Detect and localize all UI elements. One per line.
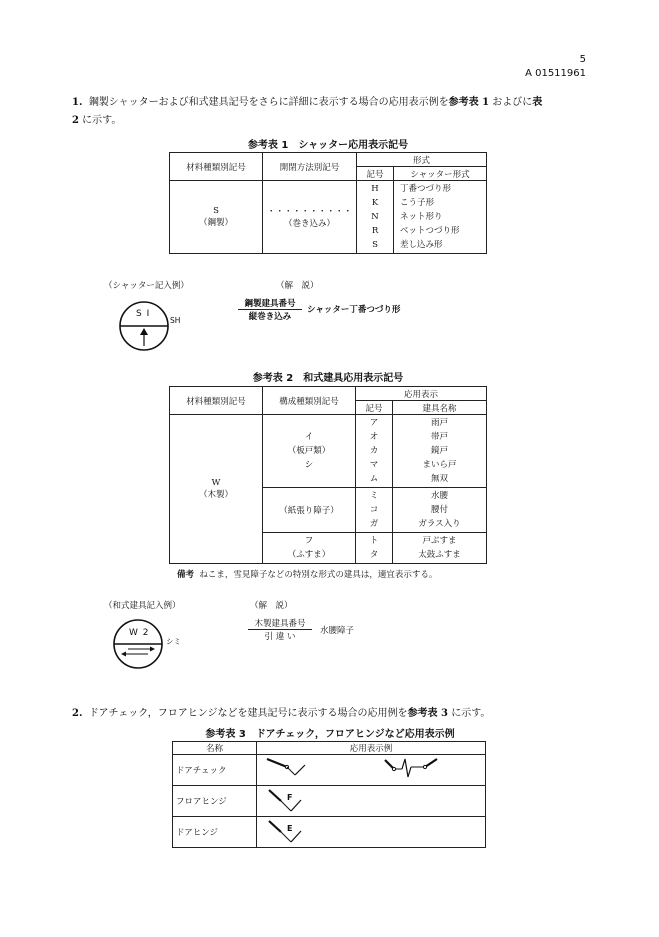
table-2 (169, 386, 487, 564)
table-2-note (177, 568, 437, 580)
table-2-name: 戸ぶすま (422, 536, 457, 546)
table-3-row-name: フロアヒンジ (173, 786, 257, 817)
paragraph-2-number: 2. (72, 708, 83, 719)
table-2-name: 帯戸 (430, 432, 448, 442)
example-2-explain: （解 説） (250, 601, 293, 611)
table-1-symbol-column (357, 181, 394, 254)
table-2-note-text: ねこま，雪見障子などの特別な形式の建具は，適宜表示する。 (199, 570, 438, 580)
door-check-icon (257, 755, 485, 782)
paragraph-1-line2-text: に示す。 (78, 115, 122, 126)
table-2-name-column (393, 488, 487, 533)
example-1-result: シャッター丁番つづり形 (307, 305, 401, 315)
door-hinge-icon (257, 817, 337, 844)
table-2-symbol: ガ (369, 519, 379, 529)
table-3-header-name: 名称 (173, 742, 257, 755)
table-1-method-cell (263, 181, 357, 254)
table-2-structure: イ (304, 432, 314, 442)
table-1-header-symbol: 記号 (357, 167, 394, 181)
table-1-symbol: S (372, 240, 378, 250)
table-3-header-example: 応用表示例 (257, 742, 486, 755)
table-2-symbol: カ (369, 446, 379, 456)
example-1-label: （シャッター記入例） (104, 281, 189, 291)
table-2-header-structure: 構成種類別記号 (263, 387, 356, 415)
door-hinge-letter: E (287, 824, 293, 833)
table-2-symbol-column (356, 533, 393, 564)
table-1-method-dots: ・・・・・・・・・・ (267, 207, 353, 217)
table-3-row-name: ドアヒンジ (173, 817, 257, 848)
table-1-symbol: N (371, 212, 379, 222)
table-2-header-app: 応用表示 (356, 387, 487, 401)
table-2-structure-cell (263, 488, 356, 533)
table-1-symbol: R (371, 226, 379, 236)
table-2-structure: フ (304, 536, 314, 546)
table-2-name: まいら戸 (422, 460, 457, 470)
paragraph-1-text-a: 鋼製シャッターおよび和式建具記号をさらに詳細に表示する場合の応用表示例を (88, 97, 449, 108)
table-2-note-label: 備考 (177, 570, 195, 580)
table-1-shutter-name: 差し込み形 (400, 240, 443, 250)
table-1-method: （巻き込み） (284, 219, 336, 229)
table-2-structure: （ふすま） (287, 550, 331, 560)
shutter-symbol-icon (118, 296, 188, 356)
table-2-structure: （紙張り障子） (279, 506, 339, 516)
table-2-header-symbol: 記号 (356, 401, 393, 415)
example-2-label: （和式建具記入例） (104, 601, 181, 611)
table-1-material: S (213, 206, 219, 216)
table-1-symbol: K (371, 198, 379, 208)
table-2-header-material: 材料種類別記号 (170, 387, 263, 415)
table-1 (169, 152, 487, 254)
table-2-symbol: ア (369, 418, 379, 428)
table-2-caption: 参考表 2 和式建具応用表示記号 (252, 373, 404, 384)
table-1-shutter-name: ベットつづり形 (400, 226, 460, 236)
table-3-floor-hinge-cell (257, 786, 486, 817)
example-2-fraction-top: 木製建具番号 (254, 619, 306, 629)
table-1-name-column (394, 181, 487, 254)
example-1-circle-text: S I (136, 309, 151, 319)
table-2-name: 雨戸 (430, 418, 448, 428)
table-2-symbol: ト (369, 536, 379, 546)
table-1-shutter-name: こう子形 (400, 198, 435, 208)
paragraph-1 (72, 94, 592, 130)
table-3-row-name: ドアチェック (173, 755, 257, 786)
paragraph-1-ref-1: 参考表 1 (448, 97, 490, 108)
floor-hinge-icon (257, 786, 337, 813)
example-1-fraction (238, 297, 302, 322)
table-1-shutter-name: 丁番つづり形 (400, 184, 452, 194)
table-2-symbol: ミ (369, 491, 379, 501)
table-1-header-material: 材料種類別記号 (170, 153, 263, 181)
paragraph-2-ref: 参考表 3 (407, 708, 449, 719)
table-2-name: 無双 (430, 474, 448, 484)
table-1-material-sub: （鋼製） (198, 218, 233, 228)
paragraph-1-line2-num: 2 (72, 115, 79, 126)
table-1-shutter-name: ネット形り (400, 212, 443, 222)
page-number: 5 (579, 54, 586, 65)
document-number: A 01511961 (525, 68, 586, 79)
table-1-header-shutter-form: シャッター形式 (394, 167, 487, 181)
table-1-caption: 参考表 1 シャッター応用表示記号 (247, 140, 409, 151)
table-1-symbol: H (371, 184, 379, 194)
table-2-name-column (393, 533, 487, 564)
table-2-symbol: コ (369, 505, 379, 515)
paragraph-1-number: 1. (72, 97, 83, 108)
table-1-material-cell (170, 181, 263, 254)
example-2-result: 水腰障子 (320, 626, 355, 636)
table-2-structure: （板戸類） (287, 446, 331, 456)
table-2-symbol-column (356, 488, 393, 533)
table-3-caption: 参考表 3 ドアチェック，フロアヒンジなど応用表示例 (205, 729, 455, 740)
example-1-explain: （解 説） (276, 281, 319, 291)
example-2-fraction-bottom: 引 違 い (248, 629, 312, 642)
table-2-name: 太鼓ふすま (418, 550, 461, 560)
table-2-structure-cell (263, 533, 356, 564)
example-2-side-text: シミ (166, 637, 181, 646)
table-2-name: ガラス入り (418, 519, 461, 529)
paragraph-2-text-b: に示す。 (448, 708, 491, 719)
table-2-name: 水腰 (430, 491, 448, 501)
table-2-name-column (393, 415, 487, 488)
example-2-fraction (248, 617, 312, 642)
table-2-symbol: ム (369, 474, 379, 484)
table-1-header-method: 開閉方法別記号 (263, 153, 357, 181)
example-1-fraction-top: 鋼製建具番号 (244, 299, 296, 309)
table-2-material-sub: （木製） (198, 490, 233, 500)
table-2-structure: シ (304, 460, 314, 470)
table-2-name: 鏡戸 (430, 446, 448, 456)
table-3 (172, 741, 486, 848)
example-1-side-text: SH (170, 316, 181, 325)
paragraph-2 (72, 705, 592, 723)
table-2-symbol: マ (369, 460, 379, 470)
table-2-material-cell (170, 415, 263, 564)
paragraph-1-text-b: およびに (489, 97, 533, 108)
table-2-symbol-column (356, 415, 393, 488)
paragraph-1-ref-2: 表 (532, 97, 543, 108)
table-2-header-name: 建具名称 (393, 401, 487, 415)
table-2-symbol: オ (369, 432, 379, 442)
example-2-circle-text: W 2 (129, 628, 150, 638)
table-2-symbol: タ (369, 550, 379, 560)
table-2-material: W (211, 478, 221, 488)
table-2-name: 腰付 (430, 505, 448, 515)
table-1-header-form: 形式 (357, 153, 487, 167)
japanese-door-symbol-icon (112, 616, 172, 672)
floor-hinge-letter: F (287, 793, 293, 802)
example-1-fraction-bottom: 縦巻き込み (238, 309, 302, 322)
table-2-structure-cell (263, 415, 356, 488)
paragraph-2-text-a: ドアチェック，フロアヒンジなどを建具記号に表示する場合の応用例を (88, 708, 408, 719)
table-3-door-check-cell (257, 755, 486, 786)
table-3-door-hinge-cell (257, 817, 486, 848)
